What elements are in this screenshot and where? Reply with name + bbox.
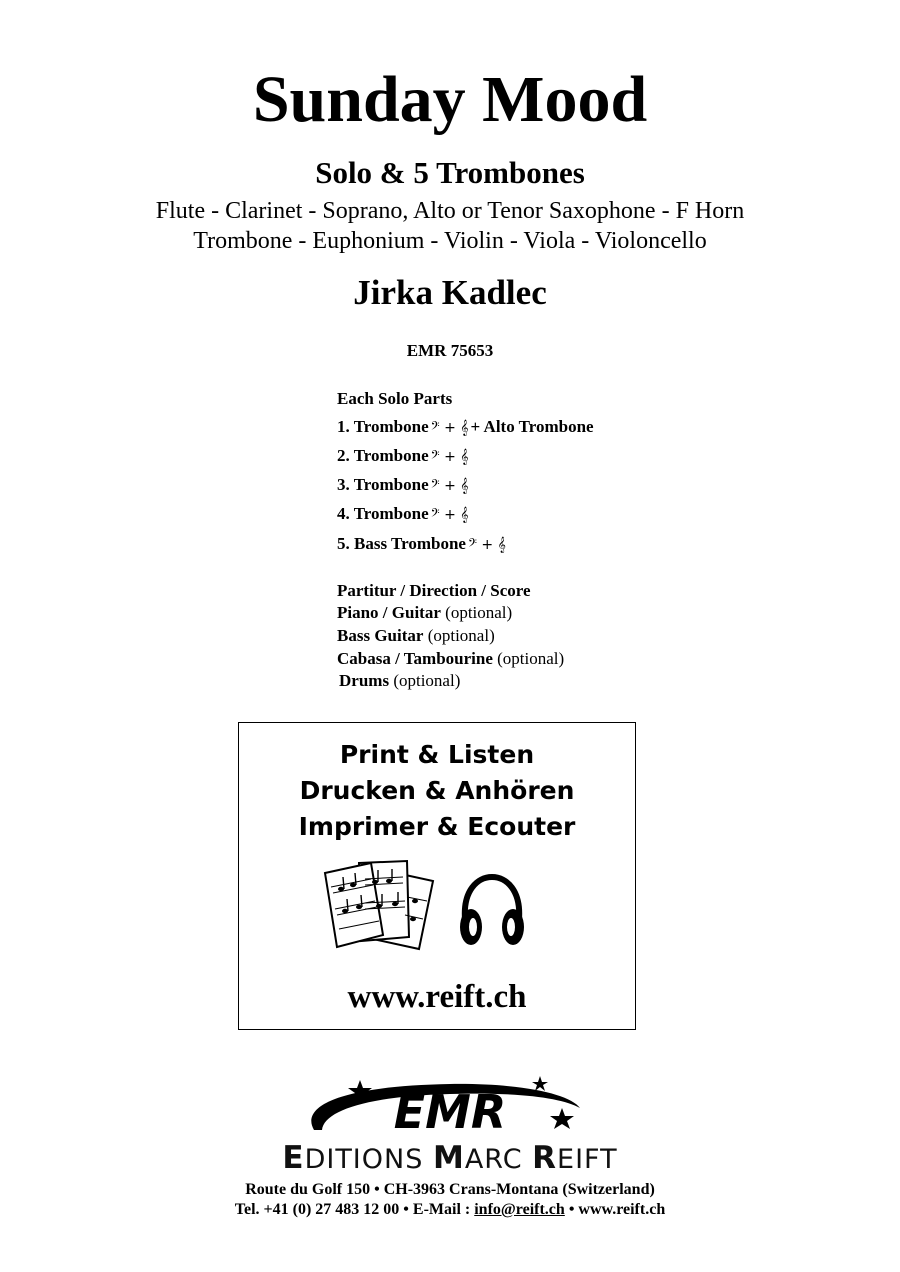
clef-icon: 𝄢 + 𝄞 — [430, 478, 469, 494]
clef-icon: 𝄢 + 𝄞 — [430, 449, 469, 465]
extra-part — [337, 625, 495, 647]
catalog-number: EMR 75653 — [406, 341, 494, 360]
email-link[interactable]: info@reift.ch — [474, 1201, 565, 1218]
extra-part-label: Piano / Guitar — [337, 603, 441, 622]
part-item — [337, 445, 471, 468]
part-label: 3. Trombone — [337, 475, 429, 494]
clef-icon: 𝄢 + 𝄞 — [467, 537, 506, 553]
promo-line-fr: Imprimer & Ecouter — [298, 812, 576, 841]
title: Sunday Mood — [252, 63, 648, 136]
publisher-letter: E — [282, 1140, 305, 1176]
extra-part — [337, 648, 564, 670]
part-item — [337, 474, 471, 497]
print-listen-box — [238, 722, 636, 1030]
part-label: 2. Trombone — [337, 446, 429, 465]
publisher-text: EIFT — [557, 1144, 618, 1175]
sheet-music-icon — [321, 857, 441, 953]
clef-icon: 𝄢 + 𝄞 — [430, 420, 469, 436]
publisher-text: ARC — [464, 1144, 523, 1175]
optional-note: (optional) — [497, 649, 565, 668]
emr-logo-mark: EMR — [393, 1085, 507, 1139]
extra-part — [339, 670, 460, 692]
clef-icon: 𝄢 + 𝄞 — [430, 507, 469, 523]
extra-part-label: Partitur / Direction / Score — [337, 581, 531, 600]
extra-part — [337, 602, 512, 624]
promo-line-de: Drucken & Anhören — [299, 776, 575, 805]
address-line: Route du Golf 150 • CH-3963 Crans-Montana (Switzerland) — [245, 1181, 655, 1198]
phone-text: Tel. +41 (0) 27 483 12 00 • E-Mail : — [234, 1201, 471, 1218]
part-item — [337, 416, 594, 439]
part-label: 1. Trombone — [337, 417, 429, 436]
extra-part-label: Bass Guitar — [337, 626, 424, 645]
subtitle: Solo & 5 Trombones — [315, 155, 585, 190]
promo-line-en: Print & Listen — [339, 740, 535, 769]
publisher-name — [0, 1142, 900, 1176]
publisher-letter: R — [532, 1140, 558, 1176]
website-text: • www.reift.ch — [568, 1201, 666, 1218]
publisher-text: DITIONS — [304, 1144, 424, 1175]
contact-line — [0, 1200, 900, 1220]
composer-name: Jirka Kadlec — [353, 273, 547, 312]
part-suffix: + Alto Trombone — [470, 417, 594, 436]
website-url[interactable]: www.reift.ch — [347, 979, 527, 1015]
part-label: 5. Bass Trombone — [337, 534, 466, 553]
optional-note: (optional) — [445, 603, 513, 622]
part-label: 4. Trombone — [337, 504, 429, 523]
emr-logo — [300, 1072, 600, 1142]
instrumentation-line-1: Flute - Clarinet - Soprano, Alto or Tenor Saxophone - F Horn — [155, 198, 745, 224]
optional-note: (optional) — [393, 671, 461, 690]
extra-part-label: Cabasa / Tambourine — [337, 649, 493, 668]
instrumentation-line-2: Trombone - Euphonium - Violin - Viola - Violoncello — [193, 228, 707, 254]
headphones-icon — [457, 873, 527, 951]
part-item — [337, 533, 508, 556]
publisher-letter: M — [432, 1140, 465, 1176]
extra-part-label: Drums — [339, 671, 390, 690]
part-item — [337, 503, 471, 526]
optional-note: (optional) — [427, 626, 495, 645]
extra-part — [337, 580, 531, 602]
parts-heading: Each Solo Parts — [337, 389, 453, 408]
